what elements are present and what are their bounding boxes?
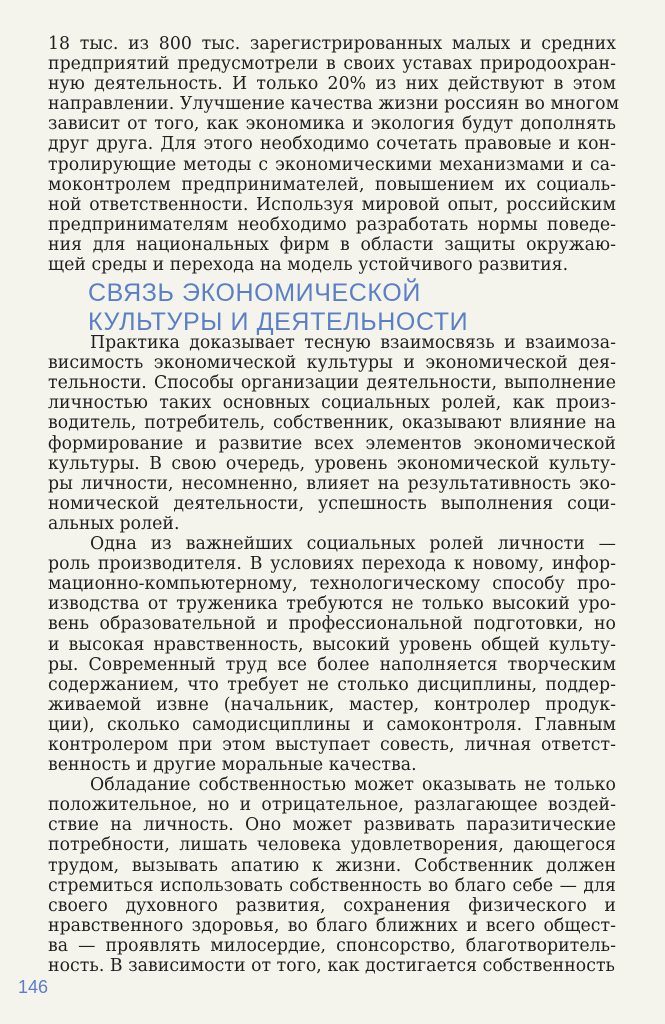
text-line: стремиться использовать собственность во благо себе — для [48, 876, 616, 896]
text-line: своего духовного развития, сохранения физического и [48, 896, 616, 916]
text-line: тельности. Способы организации деятельности, выполнение [48, 373, 616, 393]
text-line: ную деятельность. И только 20% из них действуют в этом [48, 74, 616, 94]
text-line: личностью таких основных социальных ролей, как произ- [48, 393, 616, 413]
text-line: вень образовательной и профессиональной подготовки, но [48, 614, 616, 634]
text-line: живаемой извне (начальник, мастер, контролер продук- [48, 695, 616, 715]
text-line: изводства от труженика требуются не только высокий уро- [48, 594, 616, 614]
text-line: зависит от того, как экономика и экология будут дополнять [48, 114, 616, 134]
text-line: трудом, вызывать апатию к жизни. Собственник должен [48, 856, 616, 876]
text-line: нравственного здоровья, во благо ближних и всего общест- [48, 916, 616, 936]
text-line: контролером при этом выступает совесть, личная ответст- [48, 735, 616, 755]
text-line: водитель, потребитель, собственник, оказывают влияние на [48, 413, 616, 433]
text-line: ры личности, несомненно, влияет на результативность эко- [48, 474, 616, 494]
text-line: ной ответственности. Используя мировой опыт, российским [48, 195, 616, 215]
text-line: Практика доказывает тесную взаимосвязь и взаимоза- [90, 333, 616, 353]
text-line: предприятий предусмотрели в своих уставах природоохран- [48, 54, 616, 74]
text-line: формирование и развитие всех элементов экономической [48, 434, 616, 454]
text-line: номической деятельности, успешность выполнения соци- [48, 494, 616, 514]
text-line: потребности, лишать человека удовлетворения, дающегося [48, 835, 616, 855]
text-line: роль производителя. В условиях перехода к новому, инфор- [48, 554, 616, 574]
text-line: моконтролем предпринимателей, повышением их социаль- [48, 175, 616, 195]
section-heading-line: КУЛЬТУРЫ И ДЕЯТЕЛЬНОСТИ [88, 308, 469, 337]
text-line: содержанием, что требует не столько дисциплины, поддер- [48, 675, 616, 695]
text-line: тролирующие методы с экономическими механизмами и са- [48, 155, 616, 175]
text-line: венность и другие моральные качества. [48, 755, 417, 775]
text-line: ва — проявлять милосердие, спонсорство, благотворитель- [48, 936, 616, 956]
section-heading-line: СВЯЗЬ ЭКОНОМИЧЕСКОЙ [88, 279, 421, 308]
text-line: 18 тыс. из 800 тыс. зарегистрированных малых и средних [48, 34, 616, 54]
text-line: ствие на личность. Оно может развивать паразитические [48, 815, 616, 835]
text-line: ции), сколько самодисциплины и самоконтроля. Главным [48, 715, 616, 735]
text-line: ры. Современный труд все более наполняется творческим [48, 655, 616, 675]
text-line: друг друга. Для этого необходимо сочетать правовые и кон- [48, 134, 616, 154]
text-line: Одна из важнейших социальных ролей личности — [90, 534, 616, 554]
text-line: щей среды и перехода на модель устойчивого развития. [48, 255, 569, 275]
text-line: предпринимателям необходимо разработать нормы поведе- [48, 215, 616, 235]
text-line: положительное, но и отрицательное, разлагающее воздей- [48, 795, 616, 815]
text-line: направлении. Улучшение качества жизни россиян во многом [48, 94, 620, 114]
text-line: альных ролей. [48, 514, 180, 534]
text-line: и высокая нравственность, высокий уровень общей культу- [48, 635, 616, 655]
text-line: висимость экономической культуры и экономической дея- [48, 353, 616, 373]
text-line: Обладание собственностью может оказывать не только [90, 775, 616, 795]
text-line: ния для национальных фирм в области защиты окружаю- [48, 235, 616, 255]
text-line: мационно-компьютерному, технологическому способу про- [48, 574, 616, 594]
text-line: культуры. В свою очередь, уровень экономической культу- [48, 454, 616, 474]
page-number: 146 [18, 977, 49, 997]
text-line: ность. В зависимости от того, как достигается собственность [48, 956, 616, 976]
